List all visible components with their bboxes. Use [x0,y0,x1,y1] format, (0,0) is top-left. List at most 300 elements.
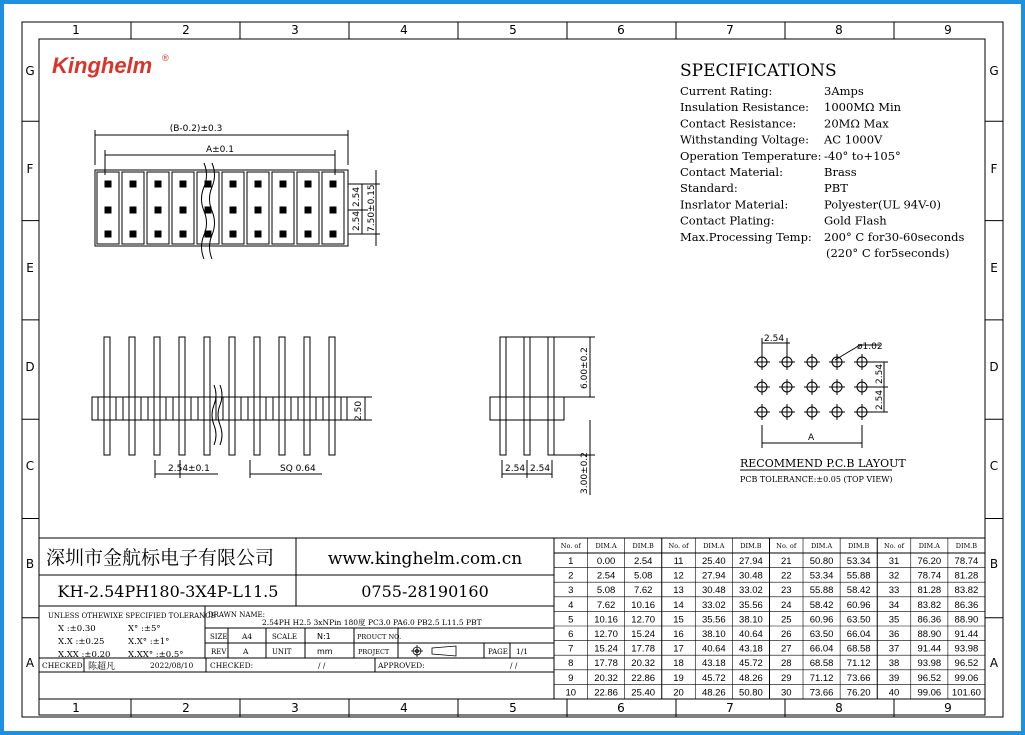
dim-table-cell: 22 [780,570,792,582]
projection-symbol-icon [411,645,456,657]
dim-table-cell: 10 [565,687,577,699]
dim-table-header: DIM.B [740,542,762,550]
size-label: SIZE [210,633,228,641]
specs-list [680,84,964,260]
dim-table-cell: 11 [673,555,684,567]
dim-table-cell: 26 [780,628,792,640]
dim-pin-top-label: 6.00±0.2 [580,347,590,389]
dim-table-cell: 7.62 [596,599,616,611]
top-view-pin [305,231,311,237]
dim-table-cell: 39 [888,672,900,684]
dim-table-cell: 71.12 [809,672,834,684]
top-view-pin [180,207,186,213]
top-view-pin [155,181,161,187]
project-label: PROJECT [358,648,390,656]
dim-table-cell: 76.20 [846,687,871,699]
grid-row-left: F [26,162,34,176]
dim-table-cell: 91.44 [954,628,979,640]
dim-table-cell: 35 [888,614,900,626]
top-view-pin [205,207,211,213]
dim-table-cell: 0.00 [596,555,616,567]
dim-table-cell: 10.16 [594,614,618,626]
grid-col-top: 2 [182,23,190,37]
unit-label: UNIT [272,648,292,656]
top-view-pin [130,181,136,187]
grid-row-right: F [990,162,998,176]
tolerance-angular: X° :±5° [128,624,161,634]
front-view-pin [329,337,335,455]
dim-table-cell: 45.72 [701,672,726,684]
grid-col-bottom: 1 [72,701,80,715]
dim-table-cell: 33.02 [739,585,763,597]
dim-table-cell: 25.40 [631,687,656,699]
top-view-pin [105,207,111,213]
dim-table-header: No. of [668,542,689,550]
side-view-pins [500,337,554,455]
product-label: PROUCT NO. [357,633,402,641]
dim-table-cell: 27.94 [701,570,726,582]
dim-table-cell: 32 [888,570,900,582]
dim-table-cell: 30 [780,687,792,699]
dim-table-cell: 53.34 [809,570,834,582]
dim-table-cell: 19 [673,672,684,684]
front-view-cell [298,397,316,420]
dim-table-cell: 14 [673,599,684,611]
dim-table-header: No. of [560,542,581,550]
rev-value: A [243,647,249,656]
top-view [95,130,380,259]
dim-table-cell: 12.70 [631,614,656,626]
dim-table-cell: 88.90 [917,628,942,640]
dim-table-header: DIM.A [703,542,725,550]
top-view-pin [255,207,261,213]
pcb-layout [740,338,892,470]
front-view-pins [98,337,341,455]
dim-table-cell: 21 [780,555,792,567]
dim-table-cell: 58.42 [809,599,834,611]
front-view-pin [204,337,210,455]
dim-table-cell: 73.66 [846,672,871,684]
grid-col-top: 4 [400,23,408,37]
dim-table-cell: 33.02 [701,599,726,611]
dim-table-cell: 60.96 [809,614,834,626]
dim-table-cell: 7 [568,643,574,655]
dim-width-label: 7.50±0.15 [367,184,377,232]
scale-value: N:1 [317,632,331,641]
front-view-cell [223,397,241,420]
grid-col-top: 8 [835,23,843,37]
dim-table-cell: 45.72 [739,658,763,670]
pcb-hole-label: ø1.02 [857,342,883,352]
spec-label: Withstanding Voltage: [680,132,809,147]
dim-table-cell: 37 [888,643,900,655]
grid-row-left: C [25,459,35,473]
dim-table-cell: 101.60 [951,687,981,699]
side-view-pin [548,337,554,455]
checked2-label: CHECKED: [210,661,254,670]
grid-row-left: E [26,261,34,275]
dim-table-cell: 13 [673,585,684,597]
spec-value: 20MΩ Max [824,116,889,131]
top-view-pin [330,181,336,187]
dim-pitch-h-label: 2.54±0.1 [168,464,210,474]
dim-table-cell: 7.62 [633,585,653,597]
dim-table-cell: 86.36 [917,614,942,626]
grid-col-bottom: 5 [509,701,517,715]
unit-value: mm [317,647,333,656]
top-view-pin [230,207,236,213]
dim-table-cell: 53.34 [846,555,871,567]
dim-table-cell: 68.58 [846,643,871,655]
spec-value: Polyester(UL 94V-0) [824,197,942,212]
tolerance-angular: X.XX° :±0.5° [128,650,184,660]
dim-table-cell: 83.82 [954,585,979,597]
dim-table-cell: 20.32 [631,658,656,670]
dim-body-label: 2.50 [354,400,364,421]
checked-label: CHECKED: [42,661,86,670]
grid-col-top: 3 [291,23,299,37]
top-view-pin [155,231,161,237]
rev-label: REV [211,648,227,656]
grid-row-left: G [25,64,35,78]
dim-table-cell: 40 [888,687,900,699]
dim-table-cell: 91.44 [917,643,942,655]
drawn-name-label: DRAWN NAME: [208,611,266,619]
pcb-pitch-v1-label: 2.54 [875,363,885,384]
spec-label: Current Rating: [680,84,773,98]
spec-value: 3Amps [824,84,864,98]
dim-table-cell: 81.28 [917,585,942,597]
front-view-cell [98,397,116,420]
dim-table-cell: 93.98 [917,658,942,670]
top-view-pin [105,231,111,237]
top-view-pin [280,181,286,187]
front-view-pin [304,337,310,455]
registered-mark: ® [162,53,169,63]
dim-table-cell: 1 [568,555,574,567]
top-view-pin [305,181,311,187]
dim-table-header: DIM.B [848,542,870,550]
dim-table-cell: 8 [568,658,574,670]
dim-table-cell: 96.52 [917,672,942,684]
checked-date: 2022/08/10 [150,661,194,670]
front-view-pin [129,337,135,455]
dim-table-cell: 17 [673,643,684,655]
dim-table-cell: 36 [888,628,900,640]
spec-value: 1000MΩ Min [824,100,902,115]
dim-table-cell: 60.96 [846,599,871,611]
dim-table-cell: 48.26 [701,687,726,699]
dim-table-cell: 17.78 [594,658,618,670]
dim-table-cell: 25 [780,614,792,626]
grid-col-top: 1 [72,23,80,37]
dim-table-cell: 50.80 [739,687,763,699]
top-view-pin [230,181,236,187]
dim-table-cell: 38.10 [701,628,726,640]
part-number: KH-2.54PH180-3X4P-L11.5 [57,582,279,601]
dim-table-cell: 35.56 [701,614,726,626]
grid-row-left: B [25,557,35,571]
grid-row-right: D [989,360,999,374]
front-view-pin [179,337,185,455]
spec-label: Insulation Resistance: [680,100,810,115]
dim-table-cell: 96.52 [954,658,979,670]
tolerance-title: UNLESS OTHEWIXE SPECIFIED TOLERANCE [48,612,216,620]
dim-table-cell: 15.24 [594,643,618,655]
grid-col-top: 9 [944,23,952,37]
dim-table-cell: 50.80 [809,555,834,567]
dim-table-cell: 6 [568,628,574,640]
dim-table-cell: 71.12 [846,658,871,670]
grid-col-top: 6 [617,23,625,37]
pcb-pitch-label: 2.54 [764,334,785,344]
dim-table-cell: 22.86 [631,672,656,684]
dim-table-cell: 73.66 [809,687,834,699]
dim-table-cell: 63.50 [846,614,871,626]
front-view-pin [154,337,160,455]
checked-by: 陈超凡 [88,662,116,672]
dim-table-cell: 30.48 [739,570,763,582]
dim-table-cell: 76.20 [917,555,942,567]
dim-table-cell: 27.94 [739,555,763,567]
page-value: 1/1 [516,647,529,656]
dim-table-cell: 38.10 [739,614,763,626]
dim-table-header: DIM.B [955,542,978,550]
dim-table-cell: 34 [888,599,900,611]
pcb-holes [754,354,870,420]
approved-label: APPROVED: [378,661,425,670]
dim-table-cell: 33 [888,585,900,597]
grid-col-bottom: 3 [291,701,299,715]
dim-table-cell: 28 [780,658,792,670]
dim-table-header: DIM.A [918,542,940,550]
dim-table-cell: 35.56 [739,599,763,611]
top-view-pin [330,207,336,213]
dim-table-cell: 66.04 [846,628,871,640]
tolerance-linear: X.X :±0.25 [58,637,105,647]
tolerance-linear: X.XX :±0.20 [58,650,111,660]
dim-table-cell: 12.70 [594,628,618,640]
grid-col-bottom: 8 [835,701,843,715]
kinghelm-logo: Kinghelm [52,53,153,78]
dim-side-p1-label: 2.54 [505,464,526,474]
spec-label: Contact Material: [680,165,783,179]
dim-table-cell: 5 [568,614,574,626]
tolerance-rows [58,624,184,660]
front-view-cell [323,397,341,420]
grid-row-right: A [989,656,999,670]
front-view-pin [279,337,285,455]
dim-table-cell: 55.88 [846,570,871,582]
top-view-pin [130,207,136,213]
dim-table-cell: 30.48 [701,585,726,597]
front-view-cell [173,397,191,420]
spec-label: Max.Processing Temp: [680,229,812,244]
dim-table-cell: 18 [673,658,684,670]
top-view-pin [230,231,236,237]
top-view-pin [280,207,286,213]
front-view [92,337,372,478]
grid-row-left: A [25,656,35,670]
dim-table-cell: 24 [780,599,792,611]
front-view-body [92,397,347,420]
dim-table-cell: 16 [673,628,684,640]
dimension-table [554,538,985,699]
spec-label: Contact Plating: [680,213,775,228]
front-view-cell [123,397,141,420]
dim-table-cell: 2.54 [633,555,653,567]
dim-overall-label: (B-0.2)±0.3 [169,124,223,134]
grid-col-bottom: 2 [182,701,190,715]
dim-table-cell: 27 [780,643,792,655]
dim-table-cell: 40.64 [701,643,726,655]
grid-row-right: G [989,64,999,78]
spec-label: Operation Temperature: [680,148,822,163]
dim-table-cell: 20 [673,687,684,699]
spec-value: PBT [824,181,848,196]
grid-row-left: D [25,360,35,374]
dim-table-cell: 4 [568,599,574,611]
top-view-pin [205,231,211,237]
side-view-body [490,397,564,420]
top-view-pin [180,231,186,237]
dim-table-cell: 78.74 [954,555,979,567]
front-view-pin [229,337,235,455]
dim-table-cell: 2.54 [596,570,616,582]
dim-table-header: No. of [776,542,797,550]
dim-table-cell: 78.74 [917,570,942,582]
top-view-pin [255,231,261,237]
top-view-pin [280,231,286,237]
spec-value: (220° C for5seconds) [826,246,950,260]
dim-table-cell: 99.06 [917,687,942,699]
dim-table-cell: 17.78 [631,643,656,655]
dim-table-cell: 5.08 [633,570,653,582]
dim-table-cell: 93.98 [954,643,979,655]
grid-col-top: 5 [509,23,517,37]
dim-table-cell: 88.90 [954,614,979,626]
dim-table-cell: 22.86 [594,687,618,699]
dim-table-cell: 55.88 [809,585,834,597]
grid-col-bottom: 9 [944,701,952,715]
dim-table-cell: 83.82 [917,599,942,611]
drawn-name: 2.54PH H2.5 3xNPin 180度 PC3.0 PA6.0 PB2.5 L11.5 PBT [262,618,482,627]
spec-label: Standard: [680,181,738,196]
dim-table-header: DIM.A [810,542,833,550]
dim-table-cell: 9 [568,672,574,684]
front-view-cell [148,397,166,420]
grid-col-bottom: 6 [617,701,625,715]
spec-value: Gold Flash [824,213,887,228]
top-view-pin [330,231,336,237]
front-view-pin [104,337,110,455]
top-view-pins [97,172,344,244]
checked2-date: / / [318,661,326,670]
dim-table-cell: 20.32 [594,672,618,684]
dim-table-cell: 29 [780,672,792,684]
dim-table-cell: 23 [780,585,792,597]
dim-pin-bot-label: 3.00±0.2 [580,452,590,494]
phone-number: 0755-28190160 [361,582,489,601]
dim-table-cell: 58.42 [846,585,871,597]
front-view-cell [248,397,266,420]
dim-table-cell: 25.40 [701,555,726,567]
dim-table-cell: 63.50 [809,628,834,640]
top-view-pin [155,207,161,213]
grid-col-bottom: 4 [400,701,408,715]
grid-row-right: C [989,459,999,473]
spec-label: Insrlator Material: [680,197,789,212]
grid-col-top: 7 [726,23,734,37]
top-view-pin [305,207,311,213]
dim-table-header: No. of [884,542,904,550]
pcb-title: RECOMMEND P.C.B LAYOUT [740,457,906,470]
tolerance-linear: X :±0.30 [58,624,96,634]
front-view-pin [254,337,260,455]
page-label: PAGE [488,648,508,656]
grid-row-right: E [990,261,998,275]
spec-label: Contact Resistance: [680,116,797,131]
side-view-pin [524,337,530,455]
dim-table-cell: 31 [888,555,900,567]
pcb-pitch-v2-label: 2.54 [875,389,885,410]
spec-value: Brass [824,165,857,179]
grid-row-right: B [989,557,999,571]
dim-table-cell: 15 [673,614,684,626]
company-name: 深圳市金航标电子有限公司 [46,547,275,569]
dim-table-cell: 3 [568,585,574,597]
dim-table-cell: 48.26 [739,672,763,684]
dim-pitch-v-label: 2.54 [352,186,362,207]
dim-table-cell: 99.06 [954,672,979,684]
tolerance-angular: X.X° :±1° [128,637,170,647]
top-view-pin [130,231,136,237]
front-break-1 [212,385,216,445]
dim-table-cell: 43.18 [739,643,763,655]
front-break-2 [218,385,222,445]
dim-table-cell: 5.08 [596,585,616,597]
dim-table-cell: 2 [568,570,574,582]
dim-table-cell: 38 [888,658,900,670]
dim-table-cell: 66.04 [809,643,834,655]
dim-pitch-v2-label: 2.54 [352,210,362,231]
top-view-pin [255,181,261,187]
dim-table-cell: 40.64 [739,628,763,640]
pcb-a-label: A [808,433,815,443]
top-view-pin [180,181,186,187]
spec-value: AC 1000V [824,132,883,147]
dim-table-cell: 81.28 [954,570,979,582]
dim-a-label: A±0.1 [205,145,235,155]
dim-table-cell: 68.58 [809,658,834,670]
dim-table-cell: 86.36 [954,599,979,611]
spec-value: 200° C for30-60seconds [824,229,965,244]
dim-table-cell: 15.24 [631,628,656,640]
dim-table-cell: 43.18 [701,658,726,670]
dim-sq-label: SQ 0.64 [280,464,316,474]
front-view-cell [273,397,291,420]
website: www.kinghelm.com.cn [327,549,523,569]
dim-side-p2-label: 2.54 [530,464,551,474]
dim-table-cell: 12 [673,570,684,582]
size-value: A4 [242,632,253,641]
pcb-tolerance: PCB TOLERANCE:±0.05 (TOP VIEW) [740,475,893,484]
dim-table-cell: 10.16 [631,599,656,611]
approved-date: / / [510,661,518,670]
top-view-pin [105,181,111,187]
spec-value: -40° to+105° [824,148,901,163]
dim-table-header: DIM.A [595,542,617,550]
